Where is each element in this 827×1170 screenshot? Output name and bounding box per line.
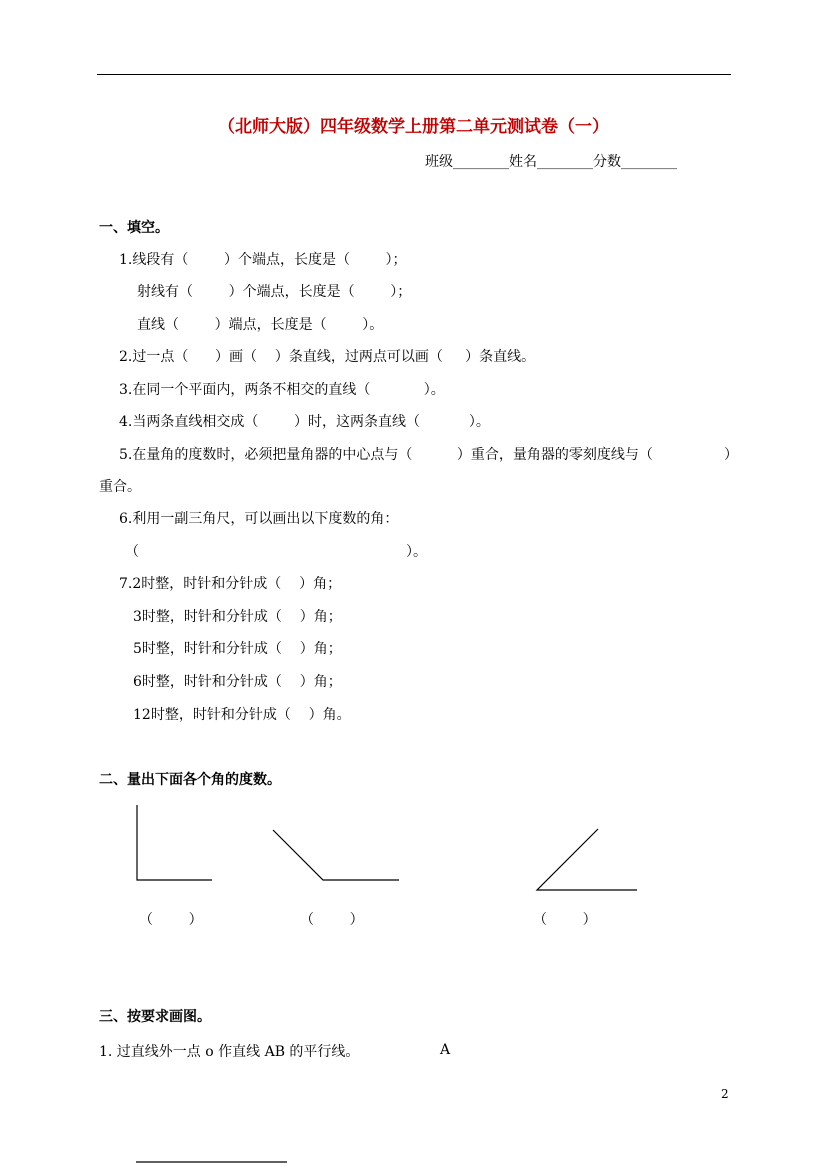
page-title: （北师大版）四年级数学上册第二单元测试卷（一） xyxy=(218,117,609,137)
question-line: 5时整，时针和分针成（ ）角； xyxy=(133,641,342,657)
drawing-task: 1. 过直线外一点 o 作直线 AB 的平行线。 xyxy=(99,1044,360,1060)
right-angle-figure xyxy=(137,805,212,880)
question-line: 3.在同一个平面内，两条不相交的直线（ ）。 xyxy=(119,382,445,398)
question-line: 直线（ ）端点，长度是（ ）。 xyxy=(137,317,384,333)
angle-answer-3: （ ） xyxy=(533,912,597,928)
question-line: 12时整，时针和分针成（ ）角。 xyxy=(133,707,351,723)
question-line: 2.过一点（ ）画（ ）条直线，过两点可以画（ ）条直线。 xyxy=(119,349,536,365)
angle-answer-1: （ ） xyxy=(139,912,203,928)
question-line: 重合。 xyxy=(99,479,141,495)
question-line: 6.利用一副三角尺，可以画出以下度数的角： xyxy=(119,511,399,527)
obtuse-angle-figure xyxy=(273,830,399,880)
student-info-line: 班级________姓名________分数________ xyxy=(425,154,677,170)
question-line: （ ）。 xyxy=(125,544,428,560)
section-heading-drawing: 三、按要求画图。 xyxy=(99,1009,211,1025)
question-line: 5.在量角的度数时，必须把量角器的中心点与（ ）重合，量角器的零刻度线与（ ） xyxy=(119,447,739,463)
section-heading-fill-blank: 一、填空。 xyxy=(99,220,169,236)
question-line: 3时整，时针和分针成（ ）角； xyxy=(133,609,342,625)
point-label-a: A xyxy=(440,1042,451,1058)
angle-answer-2: （ ） xyxy=(300,912,364,928)
question-line: 1.线段有（ ）个端点，长度是（ ）； xyxy=(119,252,407,268)
section-heading-measure-angles: 二、量出下面各个角的度数。 xyxy=(99,772,281,788)
question-line: 4.当两条直线相交成（ ）时，这两条直线（ ）。 xyxy=(119,414,490,430)
question-line: 7.2时整，时针和分针成（ ）角； xyxy=(119,576,342,592)
question-line: 射线有（ ）个端点，长度是（ ）； xyxy=(137,284,412,300)
acute-angle-figure xyxy=(537,829,637,890)
question-line: 6时整，时针和分针成（ ）角； xyxy=(133,674,342,690)
page-number: 2 xyxy=(721,1087,729,1101)
